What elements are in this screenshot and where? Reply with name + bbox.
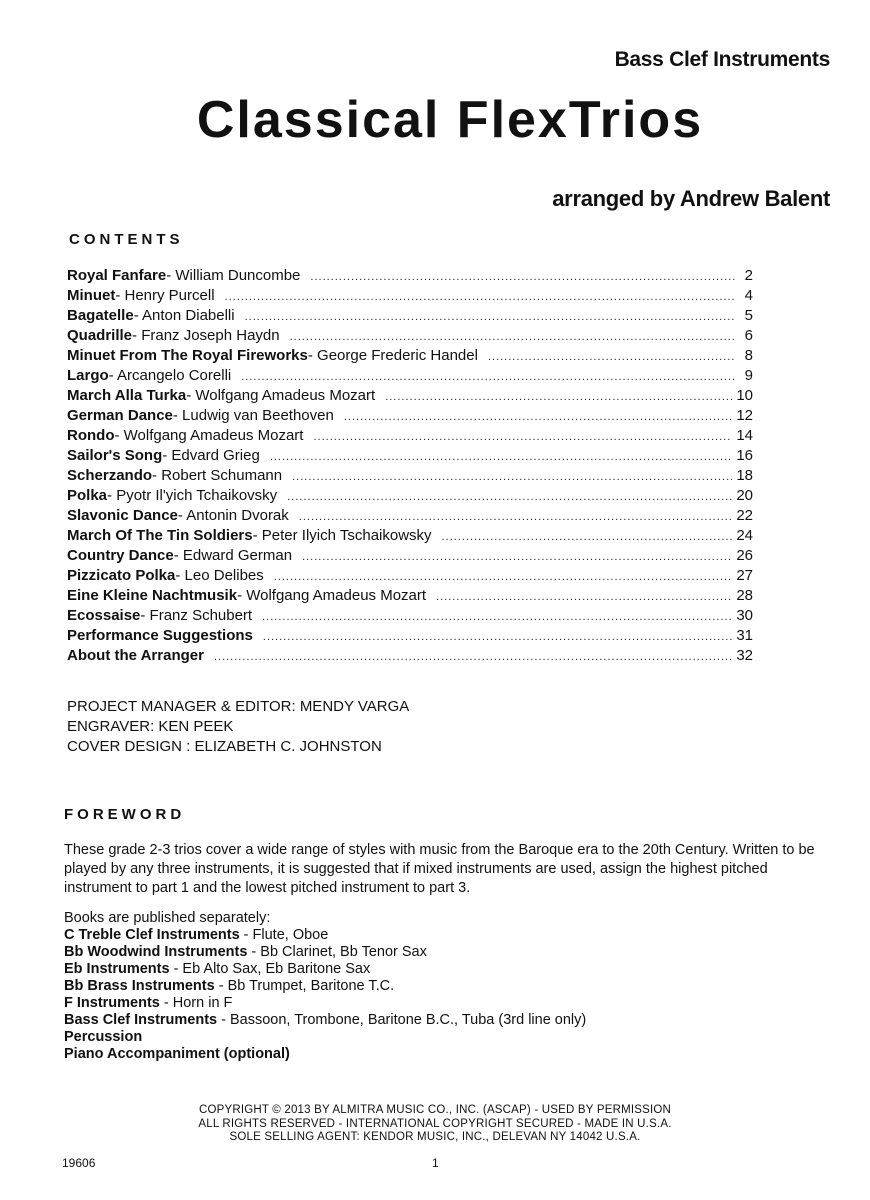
toc-entry: [67, 506, 753, 526]
toc-leader-dots: [436, 587, 732, 607]
toc-composer: - Robert Schumann: [152, 467, 283, 484]
book-item: [64, 995, 586, 1012]
book-detail: - Bassoon, Trombone, Baritone B.C., Tuba (3rd line only): [217, 1012, 587, 1028]
toc-entry: [67, 566, 753, 586]
book-detail: - Horn in F: [159, 995, 233, 1011]
toc-page-number: 26: [736, 547, 753, 564]
toc-page-number: 2: [744, 267, 753, 284]
toc-page-number: 14: [736, 427, 753, 444]
catalog-number: 19606: [62, 1156, 96, 1170]
credit-editor: PROJECT MANAGER & EDITOR: MENDY VARGA: [67, 698, 410, 715]
book-detail: - Bb Trumpet, Baritone T.C.: [214, 978, 395, 994]
book-item: [64, 1046, 586, 1063]
toc-composer: - Franz Schubert: [140, 607, 253, 624]
toc-entry: [67, 386, 753, 406]
contents-heading: CONTENTS: [69, 231, 184, 248]
toc-entry: [67, 646, 753, 666]
book-item: [64, 927, 586, 944]
toc-entry: [67, 546, 753, 566]
credit-cover-design: COVER DESIGN : ELIZABETH C. JOHNSTON: [67, 738, 382, 755]
toc-entry: [67, 446, 753, 466]
book-item: [64, 944, 586, 961]
book-label: Bb Woodwind Instruments: [64, 944, 248, 960]
toc-page-number: 6: [744, 327, 753, 344]
foreword-paragraph: These grade 2-3 trios cover a wide range of styles with music from the Baroque era to the 20th Century. Written to be played by any three instruments, it is suggested that if mixed instruments are used, assign the highest pitched instrument to part 1 and the lowest pitched instrument to part 3.: [64, 842, 815, 896]
toc-page-number: 5: [744, 307, 753, 324]
toc-composer: - George Frederic Handel: [307, 347, 478, 364]
toc-entry: [67, 286, 753, 306]
toc-piece-title: Rondo: [67, 427, 115, 444]
toc-entry: [67, 346, 753, 366]
toc-piece-title: Scherzando: [67, 467, 153, 484]
toc-page-number: 4: [744, 287, 753, 304]
page-number: 1: [432, 1156, 439, 1170]
toc-composer: - Edward German: [173, 547, 293, 564]
toc-piece-title: Ecossaise: [67, 607, 141, 624]
toc-piece-title: March Alla Turka: [67, 387, 187, 404]
toc-leader-dots: [274, 567, 733, 587]
toc-composer: - Anton Diabelli: [133, 307, 235, 324]
toc-entry: [67, 266, 753, 286]
toc-composer: - Leo Delibes: [175, 567, 264, 584]
toc-entry: [67, 466, 753, 486]
toc-piece-title: March Of The Tin Soldiers: [67, 527, 253, 544]
toc-piece-title: Minuet From The Royal Fireworks: [67, 347, 308, 364]
book-item: [64, 961, 586, 978]
foreword-body: [64, 841, 834, 917]
book-label: F Instruments: [64, 995, 160, 1011]
toc-page-number: 24: [736, 527, 753, 544]
book-item: [64, 978, 586, 995]
toc-piece-title: Royal Fanfare: [67, 267, 167, 284]
toc-page-number: 10: [736, 387, 753, 404]
toc-composer: - Franz Joseph Haydn: [132, 327, 280, 344]
selling-agent-line: SOLE SELLING AGENT: KENDOR MUSIC, INC., DELEVAN NY 14042 U.S.A.: [229, 1131, 641, 1143]
foreword-heading: FOREWORD: [64, 806, 186, 823]
rights-line: ALL RIGHTS RESERVED - INTERNATIONAL COPYRIGHT SECURED - MADE IN U.S.A.: [198, 1117, 672, 1130]
toc-composer: - Antonin Dvorak: [177, 507, 289, 524]
toc-piece-title: Largo: [67, 367, 109, 384]
toc-leader-dots: [302, 547, 732, 567]
toc-page-number: 32: [736, 647, 753, 664]
toc-leader-dots: [245, 307, 735, 327]
book-item: [64, 1012, 586, 1029]
toc-composer: - Wolfgang Amadeus Mozart: [114, 427, 304, 444]
toc-page-number: 9: [744, 367, 753, 384]
toc-leader-dots: [299, 507, 733, 527]
book-detail: - Bb Clarinet, Bb Tenor Sax: [247, 944, 427, 960]
toc-composer: - Arcangelo Corelli: [108, 367, 232, 384]
toc-page-number: 28: [736, 587, 753, 604]
toc-entry: [67, 606, 753, 626]
toc-page-number: 27: [736, 567, 753, 584]
book-label: C Treble Clef Instruments: [64, 927, 240, 943]
toc-leader-dots: [263, 627, 732, 647]
toc-entry: [67, 326, 753, 346]
toc-leader-dots: [241, 367, 735, 387]
book-detail: - Flute, Oboe: [239, 927, 329, 943]
toc-composer: - Ludwig van Beethoven: [172, 407, 334, 424]
toc-entry: [67, 626, 753, 646]
toc-page-number: 30: [736, 607, 753, 624]
toc-piece-title: Sailor's Song: [67, 447, 163, 464]
credit-engraver: ENGRAVER: KEN PEEK: [67, 718, 234, 735]
toc-leader-dots: [310, 267, 735, 287]
toc-piece-title: Performance Suggestions: [67, 627, 253, 644]
copyright-line: COPYRIGHT © 2013 BY ALMITRA MUSIC CO., INC. (ASCAP) - USED BY PERMISSION: [198, 1104, 672, 1116]
toc-piece-title: Minuet: [67, 287, 116, 304]
toc-entry: [67, 586, 753, 606]
toc-page-number: 22: [736, 507, 753, 524]
toc-page-number: 20: [736, 487, 753, 504]
toc-entry: [67, 306, 753, 326]
toc-entry: [67, 486, 753, 506]
toc-leader-dots: [270, 447, 733, 467]
toc-page-number: 31: [736, 627, 753, 644]
toc-piece-title: Bagatelle: [67, 307, 134, 324]
toc-leader-dots: [385, 387, 732, 407]
toc-leader-dots: [442, 527, 733, 547]
book-label: Bb Brass Instruments: [64, 978, 215, 994]
book-item: [64, 1029, 586, 1046]
toc-entry: [67, 366, 753, 386]
toc-piece-title: Eine Kleine Nachtmusik: [67, 587, 238, 604]
toc-page-number: 8: [744, 347, 753, 364]
toc-page-number: 16: [736, 447, 753, 464]
toc-piece-title: Slavonic Dance: [67, 507, 178, 524]
toc-page-number: 12: [736, 407, 753, 424]
toc-composer: - Pyotr Il'yich Tchaikovsky: [107, 487, 278, 504]
arranger-credit: arranged by Andrew Balent: [552, 186, 830, 211]
toc-composer: - Wolfgang Amadeus Mozart: [186, 387, 376, 404]
toc-piece-title: About the Arranger: [67, 647, 204, 664]
toc-composer: - Peter Ilyich Tschaikowsky: [252, 527, 432, 544]
toc-piece-title: Quadrille: [67, 327, 133, 344]
book-detail: - Eb Alto Sax, Eb Baritone Sax: [169, 961, 371, 977]
toc-composer: - Wolfgang Amadeus Mozart: [237, 587, 427, 604]
book-label: Piano Accompaniment (optional): [64, 1046, 290, 1062]
toc-leader-dots: [287, 487, 732, 507]
books-intro: Books are published separately:: [64, 910, 271, 926]
book-label: Percussion: [64, 1029, 143, 1045]
toc-piece-title: Pizzicato Polka: [67, 567, 176, 584]
books-list: [64, 910, 586, 1063]
toc-entry: [67, 426, 753, 446]
toc-leader-dots: [290, 327, 735, 347]
toc-entry: [67, 406, 753, 426]
toc-entry: [67, 526, 753, 546]
toc-leader-dots: [344, 407, 732, 427]
toc-leader-dots: [262, 607, 732, 627]
toc-composer: - Henry Purcell: [115, 287, 215, 304]
toc-page-number: 18: [736, 467, 753, 484]
toc-leader-dots: [313, 427, 732, 447]
toc-composer: - William Duncombe: [166, 267, 301, 284]
toc-leader-dots: [214, 647, 732, 667]
edition-label: Bass Clef Instruments: [614, 48, 830, 71]
copyright-notice: [0, 1104, 870, 1145]
toc-composer: - Edvard Grieg: [162, 447, 260, 464]
book-label: Eb Instruments: [64, 961, 170, 977]
book-label: Bass Clef Instruments: [64, 1012, 218, 1028]
toc-leader-dots: [225, 287, 735, 307]
toc-leader-dots: [292, 467, 732, 487]
production-credits: [67, 697, 409, 757]
table-of-contents: [67, 266, 753, 666]
toc-piece-title: German Dance: [67, 407, 173, 424]
toc-leader-dots: [488, 347, 735, 367]
toc-piece-title: Polka: [67, 487, 108, 504]
toc-piece-title: Country Dance: [67, 547, 174, 564]
book-title: Classical FlexTrios: [196, 91, 704, 149]
